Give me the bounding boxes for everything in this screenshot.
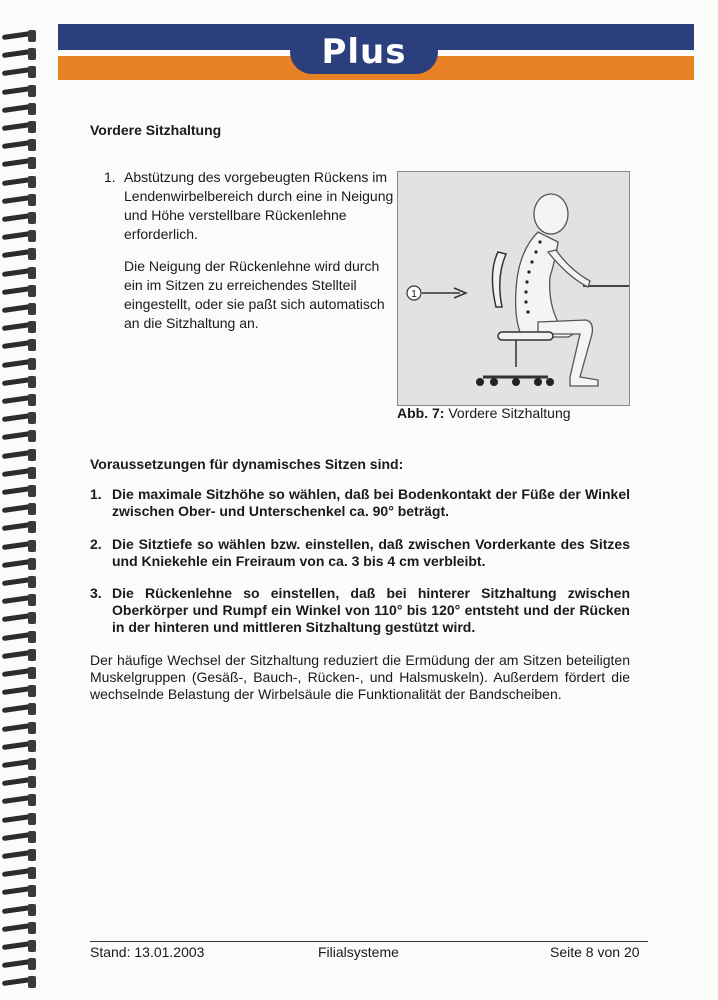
spiral-loop (2, 592, 38, 608)
footer-center: Filialsysteme (318, 944, 399, 960)
spiral-loop (2, 902, 38, 918)
closing-paragraph: Der häufige Wechsel der Sitzhaltung reduziert die Ermüdung der am Sitzen beteiligten Muskelgruppen (Gesäß-, Bauch-, Rücken-, und Halsmuskeln). Außerdem fördert die wechselnde Belastung der Wirbelsäule die Funktionalität der Bandscheiben. (90, 652, 630, 702)
footer-page-number: Seite 8 von 20 (550, 944, 640, 960)
list-paragraph-1: Abstützung des vorgebeugten Rückens im Lendenwirbelbereich durch eine in Neigung und Höhe verstellbare Rückenlehne erforderlich. (124, 169, 394, 242)
spiral-loop (2, 974, 38, 990)
person-figure (516, 194, 598, 386)
spiral-loop (2, 938, 38, 954)
spiral-loop (2, 792, 38, 808)
spiral-loop (2, 356, 38, 372)
spiral-loop (2, 319, 38, 335)
item-text: Die Rückenlehne so einstellen, daß bei hinterer Sitzhaltung zwischen Oberkörper und Rumpf ein Winkel von 110° bis 120° entsteht und der Rücken in der hinteren und mittleren Sitzhaltung gestützt wird. (112, 585, 630, 635)
spiral-loop (2, 46, 38, 62)
spiral-loop (2, 119, 38, 135)
requirement-item (90, 585, 630, 636)
caption-label: Abb. 7: (397, 405, 445, 421)
spiral-loop (2, 447, 38, 463)
spiral-loop (2, 374, 38, 390)
support-list (104, 168, 394, 346)
spiral-loop (2, 574, 38, 590)
spiral-loop (2, 246, 38, 262)
spiral-loop (2, 665, 38, 681)
figure-caption (397, 405, 571, 421)
footer-divider (90, 941, 648, 942)
spiral-loop (2, 556, 38, 572)
spiral-loop (2, 683, 38, 699)
spiral-loop (2, 701, 38, 717)
spiral-loop (2, 192, 38, 208)
section2-title: Voraussetzungen für dynamisches Sitzen sind: (90, 456, 404, 472)
spiral-loop (2, 920, 38, 936)
spiral-loop (2, 155, 38, 171)
logo-text: Plus (321, 32, 407, 72)
spiral-loop (2, 519, 38, 535)
spiral-loop (2, 883, 38, 899)
item-number: 3. (90, 585, 102, 601)
spiral-loop (2, 410, 38, 426)
item-text: Die maximale Sitzhöhe so wählen, daß bei Bodenkontakt der Füße der Winkel zwischen Ober- und Unterschenkel ca. 90° beträgt. (112, 486, 630, 519)
spiral-loop (2, 756, 38, 772)
spiral-loop (2, 774, 38, 790)
spiral-loop (2, 428, 38, 444)
item-text: Die Sitztiefe so wählen bzw. einstellen, daß zwischen Vorderkante des Sitzes und Kniekehle ein Freiraum von ca. 3 bis 4 cm verbleibt. (112, 536, 630, 569)
spiral-loop (2, 647, 38, 663)
plus-logo (290, 30, 438, 74)
requirement-item (90, 536, 630, 570)
spiral-loop (2, 137, 38, 153)
spiral-loop (2, 210, 38, 226)
spiral-loop (2, 283, 38, 299)
chair-wheels (476, 378, 554, 386)
requirement-item (90, 486, 630, 520)
spiral-loop (2, 738, 38, 754)
spiral-loop (2, 483, 38, 499)
item-number: 1. (90, 486, 102, 502)
seated-person-illustration (398, 172, 629, 405)
spiral-loop (2, 337, 38, 353)
spiral-loop (2, 28, 38, 44)
spiral-loop (2, 629, 38, 645)
spiral-loop (2, 847, 38, 863)
list-number: 1. (104, 169, 116, 185)
spiral-loop (2, 64, 38, 80)
spiral-loop (2, 392, 38, 408)
caption-text: Vordere Sitzhaltung (448, 405, 571, 421)
marker-arrow (407, 286, 466, 300)
spiral-binding (0, 0, 40, 1000)
spiral-loop (2, 811, 38, 827)
figure-seated-posture (397, 171, 630, 406)
spiral-loop (2, 538, 38, 554)
spiral-loop (2, 720, 38, 736)
spiral-loop (2, 101, 38, 117)
spiral-loop (2, 610, 38, 626)
spiral-loop (2, 501, 38, 517)
item-number: 2. (90, 536, 102, 552)
spiral-loop (2, 301, 38, 317)
spiral-loop (2, 465, 38, 481)
spiral-loop (2, 174, 38, 190)
spiral-loop (2, 956, 38, 972)
spiral-loop (2, 83, 38, 99)
list-paragraph-2: Die Neigung der Rückenlehne wird durch ein im Sitzen zu erreichendes Stellteil eingestellt, oder sie paßt sich automatisch an die Sitzhaltung an. (124, 258, 385, 331)
footer-date: Stand: 13.01.2003 (90, 944, 205, 960)
spiral-loop (2, 865, 38, 881)
marker-number: 1 (411, 289, 417, 300)
spiral-loop (2, 265, 38, 281)
spiral-loop (2, 829, 38, 845)
section-title: Vordere Sitzhaltung (90, 122, 222, 138)
spiral-loop (2, 228, 38, 244)
